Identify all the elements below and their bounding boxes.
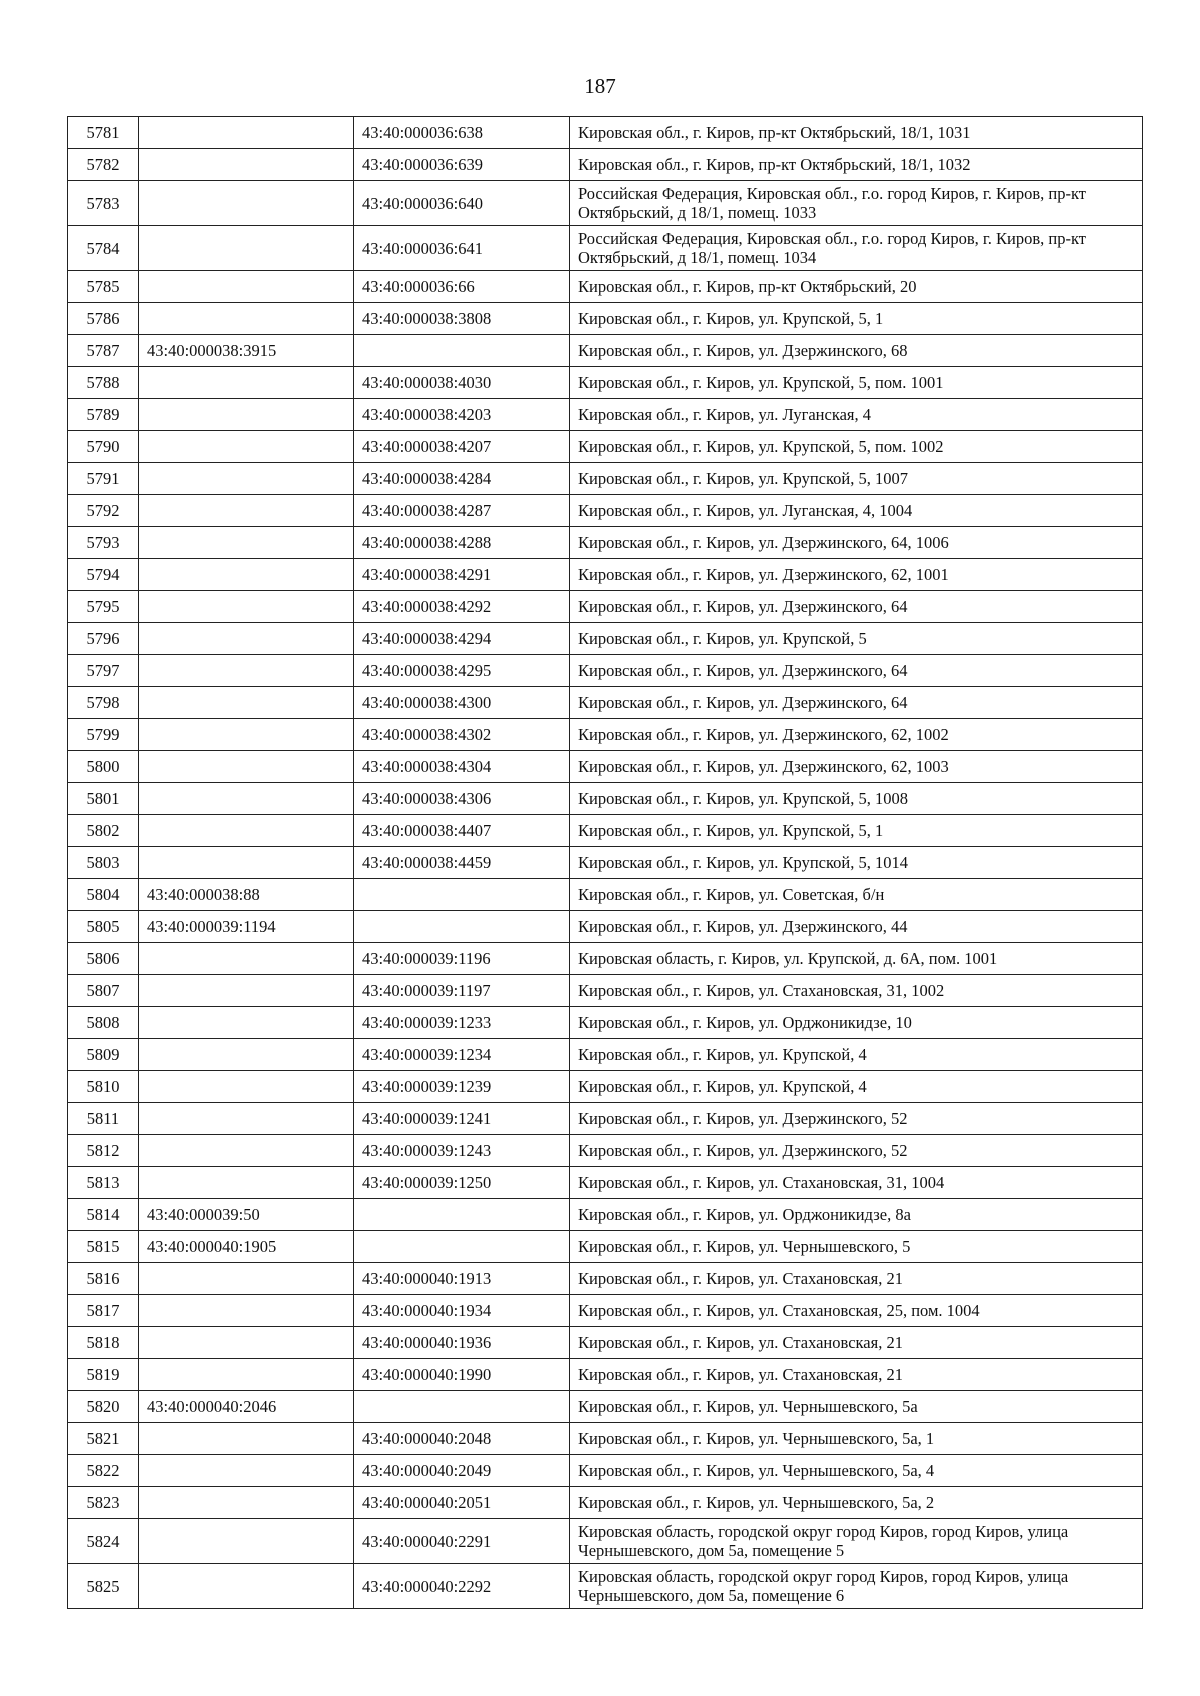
row-number-cell: 5821 bbox=[68, 1423, 139, 1455]
address-cell: Кировская обл., г. Киров, ул. Крупской, 5, 1014 bbox=[570, 847, 1143, 879]
cadastral-number-cell: 43:40:000040:2048 bbox=[354, 1423, 570, 1455]
table-row bbox=[68, 463, 1143, 495]
table-row bbox=[68, 975, 1143, 1007]
row-number-cell: 5802 bbox=[68, 815, 139, 847]
address-cell: Кировская обл., г. Киров, ул. Дзержинского, 62, 1002 bbox=[570, 719, 1143, 751]
parent-cadastral-cell bbox=[139, 1423, 354, 1455]
row-number-cell: 5792 bbox=[68, 495, 139, 527]
row-number-cell: 5812 bbox=[68, 1135, 139, 1167]
row-number-cell: 5818 bbox=[68, 1327, 139, 1359]
row-number-cell: 5807 bbox=[68, 975, 139, 1007]
cadastral-number-cell: 43:40:000039:1234 bbox=[354, 1039, 570, 1071]
parent-cadastral-cell bbox=[139, 431, 354, 463]
row-number-cell: 5785 bbox=[68, 271, 139, 303]
page-number: 187 bbox=[584, 74, 616, 98]
address-cell: Кировская обл., г. Киров, ул. Крупской, 5, пом. 1001 bbox=[570, 367, 1143, 399]
address-cell: Кировская обл., г. Киров, ул. Дзержинского, 64 bbox=[570, 591, 1143, 623]
row-number-cell: 5820 bbox=[68, 1391, 139, 1423]
address-cell: Кировская обл., г. Киров, ул. Крупской, 5, пом. 1002 bbox=[570, 431, 1143, 463]
address-cell: Кировская область, городской округ город Киров, город Киров, улица Чернышевского, дом 5а, помещение 6 bbox=[570, 1564, 1143, 1609]
cadastral-number-cell bbox=[354, 335, 570, 367]
parent-cadastral-cell bbox=[139, 943, 354, 975]
cadastral-number-cell bbox=[354, 1391, 570, 1423]
cadastral-number-cell: 43:40:000040:2049 bbox=[354, 1455, 570, 1487]
parent-cadastral-cell bbox=[139, 1455, 354, 1487]
parent-cadastral-cell bbox=[139, 1039, 354, 1071]
row-number-cell: 5803 bbox=[68, 847, 139, 879]
table-row bbox=[68, 1423, 1143, 1455]
parent-cadastral-cell bbox=[139, 719, 354, 751]
cadastral-number-cell: 43:40:000040:1936 bbox=[354, 1327, 570, 1359]
cadastral-number-cell: 43:40:000040:1934 bbox=[354, 1295, 570, 1327]
cadastral-number-cell: 43:40:000040:2291 bbox=[354, 1519, 570, 1564]
table-row bbox=[68, 527, 1143, 559]
address-cell: Кировская обл., г. Киров, ул. Советская, б/н bbox=[570, 879, 1143, 911]
row-number-cell: 5805 bbox=[68, 911, 139, 943]
parent-cadastral-cell bbox=[139, 149, 354, 181]
row-number-cell: 5797 bbox=[68, 655, 139, 687]
cadastral-number-cell: 43:40:000039:1233 bbox=[354, 1007, 570, 1039]
address-cell: Кировская обл., г. Киров, ул. Стахановская, 21 bbox=[570, 1327, 1143, 1359]
address-cell: Кировская обл., г. Киров, ул. Дзержинского, 62, 1001 bbox=[570, 559, 1143, 591]
row-number-cell: 5789 bbox=[68, 399, 139, 431]
cadastral-number-cell: 43:40:000038:4294 bbox=[354, 623, 570, 655]
table-row bbox=[68, 149, 1143, 181]
cadastral-number-cell: 43:40:000039:1196 bbox=[354, 943, 570, 975]
address-cell: Кировская обл., г. Киров, ул. Орджоникидзе, 10 bbox=[570, 1007, 1143, 1039]
row-number-cell: 5788 bbox=[68, 367, 139, 399]
parent-cadastral-cell bbox=[139, 271, 354, 303]
row-number-cell: 5824 bbox=[68, 1519, 139, 1564]
parent-cadastral-cell: 43:40:000040:2046 bbox=[139, 1391, 354, 1423]
table-row bbox=[68, 943, 1143, 975]
table-row bbox=[68, 271, 1143, 303]
table-row bbox=[68, 847, 1143, 879]
row-number-cell: 5790 bbox=[68, 431, 139, 463]
parent-cadastral-cell bbox=[139, 783, 354, 815]
parent-cadastral-cell bbox=[139, 975, 354, 1007]
cadastral-number-cell: 43:40:000039:1243 bbox=[354, 1135, 570, 1167]
table-row bbox=[68, 1263, 1143, 1295]
table-row bbox=[68, 687, 1143, 719]
address-cell: Кировская обл., г. Киров, пр-кт Октябрьский, 18/1, 1032 bbox=[570, 149, 1143, 181]
cadastral-number-cell: 43:40:000039:1197 bbox=[354, 975, 570, 1007]
cadastral-number-cell: 43:40:000038:4287 bbox=[354, 495, 570, 527]
address-cell: Кировская обл., г. Киров, ул. Луганская, 4, 1004 bbox=[570, 495, 1143, 527]
table-row bbox=[68, 1487, 1143, 1519]
parent-cadastral-cell bbox=[139, 1487, 354, 1519]
row-number-cell: 5817 bbox=[68, 1295, 139, 1327]
table-row bbox=[68, 117, 1143, 149]
cadastral-number-cell: 43:40:000038:4459 bbox=[354, 847, 570, 879]
address-cell: Кировская обл., г. Киров, ул. Крупской, 5, 1 bbox=[570, 303, 1143, 335]
row-number-cell: 5787 bbox=[68, 335, 139, 367]
parent-cadastral-cell bbox=[139, 1103, 354, 1135]
parent-cadastral-cell bbox=[139, 1167, 354, 1199]
table-row bbox=[68, 1519, 1143, 1564]
address-cell: Кировская обл., г. Киров, ул. Дзержинского, 64 bbox=[570, 687, 1143, 719]
cadastral-number-cell: 43:40:000036:638 bbox=[354, 117, 570, 149]
table-row bbox=[68, 1071, 1143, 1103]
cadastral-number-cell: 43:40:000038:4306 bbox=[354, 783, 570, 815]
cadastral-number-cell bbox=[354, 911, 570, 943]
cadastral-number-cell: 43:40:000038:4302 bbox=[354, 719, 570, 751]
row-number-cell: 5786 bbox=[68, 303, 139, 335]
row-number-cell: 5798 bbox=[68, 687, 139, 719]
parent-cadastral-cell bbox=[139, 1564, 354, 1609]
row-number-cell: 5819 bbox=[68, 1359, 139, 1391]
row-number-cell: 5808 bbox=[68, 1007, 139, 1039]
address-cell: Кировская обл., г. Киров, ул. Дзержинского, 64, 1006 bbox=[570, 527, 1143, 559]
parent-cadastral-cell bbox=[139, 559, 354, 591]
address-cell: Кировская обл., г. Киров, ул. Крупской, 5 bbox=[570, 623, 1143, 655]
row-number-cell: 5801 bbox=[68, 783, 139, 815]
parent-cadastral-cell bbox=[139, 623, 354, 655]
parent-cadastral-cell bbox=[139, 591, 354, 623]
parent-cadastral-cell bbox=[139, 1359, 354, 1391]
address-cell: Кировская обл., г. Киров, ул. Стахановская, 31, 1004 bbox=[570, 1167, 1143, 1199]
row-number-cell: 5794 bbox=[68, 559, 139, 591]
row-number-cell: 5784 bbox=[68, 226, 139, 271]
row-number-cell: 5793 bbox=[68, 527, 139, 559]
parent-cadastral-cell: 43:40:000039:1194 bbox=[139, 911, 354, 943]
row-number-cell: 5791 bbox=[68, 463, 139, 495]
cadastral-number-cell: 43:40:000039:1250 bbox=[354, 1167, 570, 1199]
table-row bbox=[68, 719, 1143, 751]
table-row bbox=[68, 1167, 1143, 1199]
table-row bbox=[68, 559, 1143, 591]
table-row bbox=[68, 623, 1143, 655]
parent-cadastral-cell bbox=[139, 751, 354, 783]
cadastral-number-cell: 43:40:000038:4291 bbox=[354, 559, 570, 591]
row-number-cell: 5782 bbox=[68, 149, 139, 181]
row-number-cell: 5783 bbox=[68, 181, 139, 226]
address-cell: Кировская область, городской округ город Киров, город Киров, улица Чернышевского, дом 5а, помещение 5 bbox=[570, 1519, 1143, 1564]
cadastral-number-cell: 43:40:000039:1241 bbox=[354, 1103, 570, 1135]
table-row bbox=[68, 879, 1143, 911]
parent-cadastral-cell bbox=[139, 1263, 354, 1295]
parent-cadastral-cell: 43:40:000038:3915 bbox=[139, 335, 354, 367]
cadastral-number-cell bbox=[354, 1231, 570, 1263]
parent-cadastral-cell bbox=[139, 527, 354, 559]
parent-cadastral-cell bbox=[139, 1135, 354, 1167]
cadastral-number-cell: 43:40:000040:1990 bbox=[354, 1359, 570, 1391]
table-row bbox=[68, 226, 1143, 271]
row-number-cell: 5799 bbox=[68, 719, 139, 751]
table-row bbox=[68, 1455, 1143, 1487]
cadastral-number-cell: 43:40:000040:2292 bbox=[354, 1564, 570, 1609]
address-cell: Кировская обл., г. Киров, пр-кт Октябрьский, 18/1, 1031 bbox=[570, 117, 1143, 149]
table-row bbox=[68, 1039, 1143, 1071]
cadastral-number-cell: 43:40:000036:639 bbox=[354, 149, 570, 181]
parent-cadastral-cell bbox=[139, 847, 354, 879]
table-row bbox=[68, 751, 1143, 783]
address-cell: Кировская обл., г. Киров, ул. Стахановская, 21 bbox=[570, 1263, 1143, 1295]
row-number-cell: 5823 bbox=[68, 1487, 139, 1519]
table-row bbox=[68, 1135, 1143, 1167]
table-row bbox=[68, 655, 1143, 687]
address-cell: Кировская обл., г. Киров, ул. Дзержинского, 44 bbox=[570, 911, 1143, 943]
address-cell: Кировская обл., г. Киров, ул. Дзержинского, 62, 1003 bbox=[570, 751, 1143, 783]
row-number-cell: 5825 bbox=[68, 1564, 139, 1609]
parent-cadastral-cell bbox=[139, 1519, 354, 1564]
row-number-cell: 5810 bbox=[68, 1071, 139, 1103]
table-row bbox=[68, 399, 1143, 431]
address-cell: Кировская обл., г. Киров, ул. Чернышевского, 5а, 2 bbox=[570, 1487, 1143, 1519]
cadastral-number-cell: 43:40:000038:3808 bbox=[354, 303, 570, 335]
row-number-cell: 5809 bbox=[68, 1039, 139, 1071]
address-cell: Кировская обл., г. Киров, ул. Стахановская, 31, 1002 bbox=[570, 975, 1143, 1007]
parent-cadastral-cell: 43:40:000038:88 bbox=[139, 879, 354, 911]
parent-cadastral-cell bbox=[139, 1327, 354, 1359]
address-cell: Кировская обл., г. Киров, ул. Дзержинского, 52 bbox=[570, 1103, 1143, 1135]
table-row bbox=[68, 1231, 1143, 1263]
parent-cadastral-cell bbox=[139, 226, 354, 271]
row-number-cell: 5781 bbox=[68, 117, 139, 149]
table-row bbox=[68, 1103, 1143, 1135]
row-number-cell: 5800 bbox=[68, 751, 139, 783]
parent-cadastral-cell bbox=[139, 181, 354, 226]
cadastral-number-cell: 43:40:000038:4300 bbox=[354, 687, 570, 719]
table-row bbox=[68, 783, 1143, 815]
address-cell: Кировская обл., г. Киров, ул. Дзержинского, 64 bbox=[570, 655, 1143, 687]
table-row bbox=[68, 1564, 1143, 1609]
table-row bbox=[68, 367, 1143, 399]
parent-cadastral-cell: 43:40:000040:1905 bbox=[139, 1231, 354, 1263]
table-row bbox=[68, 1199, 1143, 1231]
parent-cadastral-cell bbox=[139, 1071, 354, 1103]
table-row bbox=[68, 181, 1143, 226]
address-cell: Кировская обл., г. Киров, ул. Крупской, 5, 1008 bbox=[570, 783, 1143, 815]
table-row bbox=[68, 1359, 1143, 1391]
cadastral-number-cell: 43:40:000038:4030 bbox=[354, 367, 570, 399]
cadastral-number-cell: 43:40:000036:66 bbox=[354, 271, 570, 303]
parent-cadastral-cell bbox=[139, 1295, 354, 1327]
address-cell: Кировская обл., г. Киров, ул. Крупской, 4 bbox=[570, 1071, 1143, 1103]
cadastral-number-cell: 43:40:000038:4203 bbox=[354, 399, 570, 431]
cadastral-number-cell: 43:40:000038:4288 bbox=[354, 527, 570, 559]
address-cell: Кировская обл., г. Киров, ул. Стахановская, 21 bbox=[570, 1359, 1143, 1391]
address-cell: Кировская обл., г. Киров, ул. Чернышевского, 5 bbox=[570, 1231, 1143, 1263]
address-cell: Кировская обл., г. Киров, ул. Дзержинского, 52 bbox=[570, 1135, 1143, 1167]
cadastral-number-cell bbox=[354, 879, 570, 911]
cadastral-number-cell: 43:40:000036:640 bbox=[354, 181, 570, 226]
address-cell: Кировская обл., г. Киров, ул. Луганская, 4 bbox=[570, 399, 1143, 431]
address-cell: Российская Федерация, Кировская обл., г.о. город Киров, г. Киров, пр-кт Октябрьский, д 18/1, помещ. 1034 bbox=[570, 226, 1143, 271]
table-row bbox=[68, 335, 1143, 367]
table-row bbox=[68, 1295, 1143, 1327]
table-row bbox=[68, 431, 1143, 463]
cadastral-number-cell: 43:40:000038:4292 bbox=[354, 591, 570, 623]
row-number-cell: 5814 bbox=[68, 1199, 139, 1231]
row-number-cell: 5806 bbox=[68, 943, 139, 975]
cadastral-number-cell: 43:40:000040:1913 bbox=[354, 1263, 570, 1295]
cadastral-number-cell bbox=[354, 1199, 570, 1231]
parent-cadastral-cell bbox=[139, 463, 354, 495]
parent-cadastral-cell bbox=[139, 117, 354, 149]
table-row bbox=[68, 495, 1143, 527]
property-table bbox=[67, 116, 1143, 1609]
address-cell: Кировская обл., г. Киров, ул. Стахановская, 25, пом. 1004 bbox=[570, 1295, 1143, 1327]
parent-cadastral-cell bbox=[139, 399, 354, 431]
address-cell: Кировская обл., г. Киров, ул. Дзержинского, 68 bbox=[570, 335, 1143, 367]
cadastral-number-cell: 43:40:000038:4284 bbox=[354, 463, 570, 495]
table-row bbox=[68, 815, 1143, 847]
address-cell: Российская Федерация, Кировская обл., г.о. город Киров, г. Киров, пр-кт Октябрьский, д 18/1, помещ. 1033 bbox=[570, 181, 1143, 226]
row-number-cell: 5795 bbox=[68, 591, 139, 623]
table-row bbox=[68, 911, 1143, 943]
parent-cadastral-cell bbox=[139, 815, 354, 847]
address-cell: Кировская обл., г. Киров, ул. Орджоникидзе, 8а bbox=[570, 1199, 1143, 1231]
address-cell: Кировская обл., г. Киров, ул. Крупской, 5, 1 bbox=[570, 815, 1143, 847]
address-cell: Кировская обл., г. Киров, ул. Чернышевского, 5а bbox=[570, 1391, 1143, 1423]
cadastral-number-cell: 43:40:000039:1239 bbox=[354, 1071, 570, 1103]
row-number-cell: 5813 bbox=[68, 1167, 139, 1199]
row-number-cell: 5816 bbox=[68, 1263, 139, 1295]
address-cell: Кировская обл., г. Киров, ул. Крупской, 5, 1007 bbox=[570, 463, 1143, 495]
property-table-body bbox=[68, 117, 1143, 1609]
table-row bbox=[68, 591, 1143, 623]
parent-cadastral-cell: 43:40:000039:50 bbox=[139, 1199, 354, 1231]
cadastral-number-cell: 43:40:000038:4407 bbox=[354, 815, 570, 847]
row-number-cell: 5822 bbox=[68, 1455, 139, 1487]
table-row bbox=[68, 1327, 1143, 1359]
parent-cadastral-cell bbox=[139, 687, 354, 719]
address-cell: Кировская обл., г. Киров, ул. Чернышевского, 5а, 4 bbox=[570, 1455, 1143, 1487]
row-number-cell: 5796 bbox=[68, 623, 139, 655]
cadastral-number-cell: 43:40:000038:4295 bbox=[354, 655, 570, 687]
parent-cadastral-cell bbox=[139, 655, 354, 687]
parent-cadastral-cell bbox=[139, 303, 354, 335]
parent-cadastral-cell bbox=[139, 1007, 354, 1039]
row-number-cell: 5804 bbox=[68, 879, 139, 911]
table-row bbox=[68, 1007, 1143, 1039]
parent-cadastral-cell bbox=[139, 367, 354, 399]
address-cell: Кировская область, г. Киров, ул. Крупской, д. 6А, пом. 1001 bbox=[570, 943, 1143, 975]
address-cell: Кировская обл., г. Киров, пр-кт Октябрьский, 20 bbox=[570, 271, 1143, 303]
parent-cadastral-cell bbox=[139, 495, 354, 527]
cadastral-number-cell: 43:40:000038:4304 bbox=[354, 751, 570, 783]
cadastral-number-cell: 43:40:000040:2051 bbox=[354, 1487, 570, 1519]
table-row bbox=[68, 303, 1143, 335]
address-cell: Кировская обл., г. Киров, ул. Крупской, 4 bbox=[570, 1039, 1143, 1071]
table-row bbox=[68, 1391, 1143, 1423]
row-number-cell: 5815 bbox=[68, 1231, 139, 1263]
cadastral-number-cell: 43:40:000036:641 bbox=[354, 226, 570, 271]
cadastral-number-cell: 43:40:000038:4207 bbox=[354, 431, 570, 463]
address-cell: Кировская обл., г. Киров, ул. Чернышевского, 5а, 1 bbox=[570, 1423, 1143, 1455]
row-number-cell: 5811 bbox=[68, 1103, 139, 1135]
